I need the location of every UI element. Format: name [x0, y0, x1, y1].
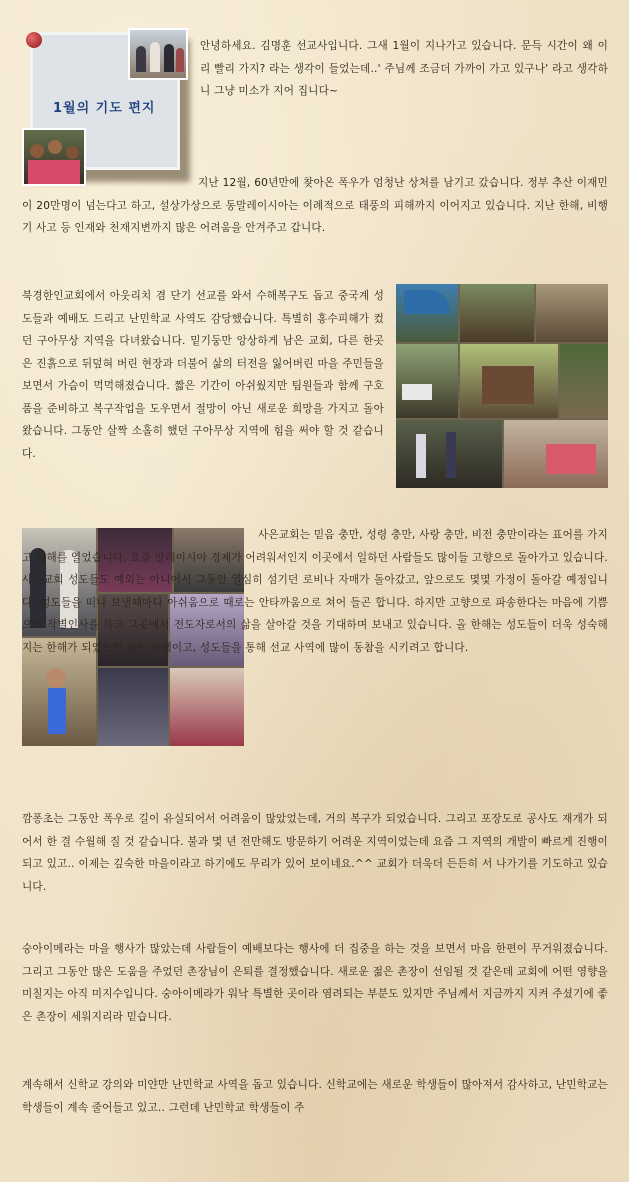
pushpin-icon	[26, 32, 42, 48]
paragraph-kampung: 깜퐁초는 그동안 폭우로 길이 유실되어서 어려움이 많았었는데, 거의 복구가 되었습니다. 그리고 포장도로 공사도 재개가 되어서 한 결 수월해 질 것 같습니다. 불과 몇 년 전만해도 방문하기 어려운 지역이었는데 요즘 그 지역의 개발이 빠르게 진행이 되고 있고.. 이제는 깊숙한 마을이라고 하기에도 무리가 있어 보이네요.^^ 교회가 더욱더 든든히 서 나가기를 기도하고 있습니다.	[22, 813, 608, 893]
letter-title: 1월의 기도 편지	[53, 101, 156, 116]
paragraph-sungai-merah: 숭아이메라는 마을 행사가 많았는데 사람들이 예배보다는 행사에 더 집중을 하는 것을 보면서 마음 한편이 무거워졌습니다. 그리고 그동안 많은 도움을 주었던 촌장님이 은퇴를 결정했습니다. 새로운 젊은 촌장이 선임될 것 같은데 교회에 어떤 영향을 미칠지는 아직 미지수입니다. 숭아이메라가 워낙 특별한 곳이라 염려되는 부분도 있지만 주님께서 지금까지 지켜 주셨기에 좋은 촌장이 세워지리라 믿습니다.	[22, 943, 608, 1023]
flood-relief-photo-collage	[396, 284, 608, 488]
paragraph-outreach: 북경한인교회에서 아웃리치 겸 단기 선교를 와서 수해복구도 돕고 중국계 성도들과 예배도 드리고 난민학교 사역도 감당했습니다. 특별히 홍수피해가 컸던 구아무상 지역을 다녀왔습니다. 밑기둥만 앙상하게 남은 교회, 다른 한곳은 진흙으로 뒤덮혀 버린 현장과 더불어 삶의 터전을 잃어버린 마을 주민들을 보면서 가슴이 먹먹해졌습니다. 짧은 기간이 아쉬웠지만 팀원들과 함께 구호품을 준비하고 복구작업을 도우면서 절망이 아닌 새로운 희망을 가지고 돌아왔습니다. 그동안 살짝 소홀히 했던 구아무상 지역에 힘을 써야 할 것 같습니다.	[22, 290, 384, 460]
paragraph-seminary: 계속해서 신학교 강의와 미얀만 난민학교 사역을 돕고 있습니다. 신학교에는 새로운 학생들이 많아져서 감사하고, 난민학교는 학생들이 계속 줄어들고 있고.. 그런데 난민학교 학생들이 주	[22, 1079, 608, 1114]
group-photo-small	[128, 28, 188, 80]
paragraph-flood: 지난 12월, 60년만에 찾아온 폭우가 엄청난 상처를 남기고 갔습니다. 정부 추산 이재민이 20만명이 넘는다고 하고, 설상가상으로 동말레이시아는 이례적으로 태풍의 피해까지 이어지고 있습니다. 지난 한해, 비행기 사고 등 인재와 천재지변까지 많은 어려움을 안겨주고 갑니다.	[22, 177, 608, 234]
paragraph-saeun-church: 사은교회는 믿음 충만, 성령 충만, 사랑 충만, 비전 충만이라는 표어를 가지고 새해를 열었습니다. 요즘 말레이시아 경제가 어려워서인지 이곳에서 일하던 사람들도 많이들 고향으로 돌아가고 있습니다. 사은교회 성도들도 예외는 아니어서 그동안 열심히 섬기던 로비나 자매가 돌아갔고, 앞으로도 몇몇 가정이 돌아갈 예정입니다. 성도들을 떠나 보낼때마다 아쉬움으로 때로는 안타까움으로 쳐어 들곤 합니다. 하지만 고향으로 파송한다는 마음에 기쁨으로 작별인사를 하고 그곳에서 전도자로서의 삶을 살아갈 것을 기대하며 보내고 있습니다. 올 한해는 성도들이 더욱 성숙해지는 한해가 되었으면 하는 바램이고, 성도들을 통해 선교 사역에 많이 동참을 시키려고 합니다.	[22, 529, 608, 654]
paragraph-greeting: 안녕하세요. 김명훈 선교사입니다. 그새 1월이 지나가고 있습니다. 문득 시간이 왜 이리 빨리 가지? 라는 생각이 들었는데..' 주님께 조금더 가까이 가고 있구나' 라고 생각하니 그냥 미소가 지어 집니다~	[200, 40, 608, 97]
